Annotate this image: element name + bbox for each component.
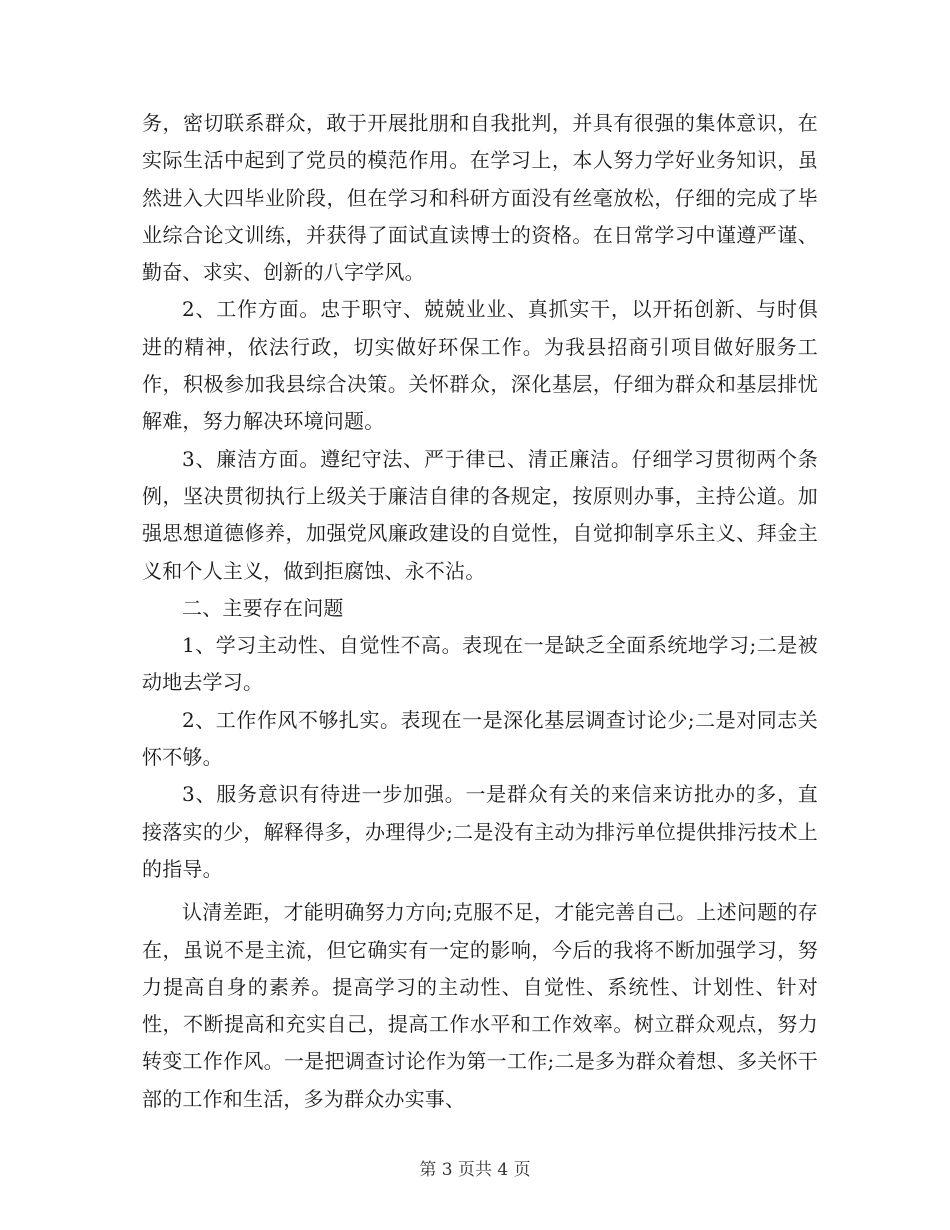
paragraph-work: 2、工作方面。忠于职守、兢兢业业、真抓实干，以开拓创新、与时俱进的精神，依法行政，切实做好环保工作。为我县招商引项目做好服务工作，积极参加我县综合决策。关怀群众，深化基层，仔细为群众和基层排忧解难，努力解决环境问题。 (142, 297, 818, 434)
section-heading-problems: 二、主要存在问题 (182, 595, 344, 620)
document-body (142, 105, 818, 1118)
paragraph-continuation: 务，密切联系群众，敢于开展批朋和自我批判，并具有很强的集体意识，在实际生活中起到了党员的模范作用。在学习上，本人努力学好业务知识，虽然进入大四毕业阶段，但在学习和科研方面没有丝毫放松，仔细的完成了毕业综合论文训练，并获得了面试直读博士的资格。在日常学习中谨遵严谨、勤奋、求实、创新的八字学风。 (142, 111, 818, 285)
paragraph-conclusion: 认清差距，才能明确努力方向;克服不足，才能完善自己。上述问题的存在，虽说不是主流，但它确实有一定的影响，今后的我将不断加强学习，努力提高自身的素养。提高学习的主动性、自觉性、系统性、计划性、针对性，不断提高和充实自己，提高工作水平和工作效率。树立群众观点，努力转变工作作风。一是把调查讨论作为第一工作;二是多为群众着想、多关怀干部的工作和生活，多为群众办实事、 (142, 900, 818, 1111)
page-number-footer: 第 3 页共 4 页 (419, 1160, 531, 1180)
paragraph-problem-1: 1、学习主动性、自觉性不高。表现在一是缺乏全面系统地学习;二是被动地去学习。 (142, 633, 818, 695)
paragraph-problem-3: 3、服务意识有待进一步加强。一是群众有关的来信来访批办的多，直接落实的少，解释得多，办理得少;二是没有主动为排污单位提供排污技术上的指导。 (142, 782, 818, 881)
paragraph-problem-2: 2、工作作风不够扎实。表现在一是深化基层调查讨论少;二是对同志关怀不够。 (142, 707, 818, 770)
paragraph-integrity: 3、廉洁方面。遵纪守法、严于律已、清正廉洁。仔细学习贯彻两个条例，坚决贯彻执行上级关于廉洁自律的各规定，按原则办事，主持公道。加强思想道德修养，加强党风廉政建设的自觉性，自觉抑制享乐主义、拜金主义和个人主义，做到拒腐蚀、永不沾。 (142, 446, 818, 583)
